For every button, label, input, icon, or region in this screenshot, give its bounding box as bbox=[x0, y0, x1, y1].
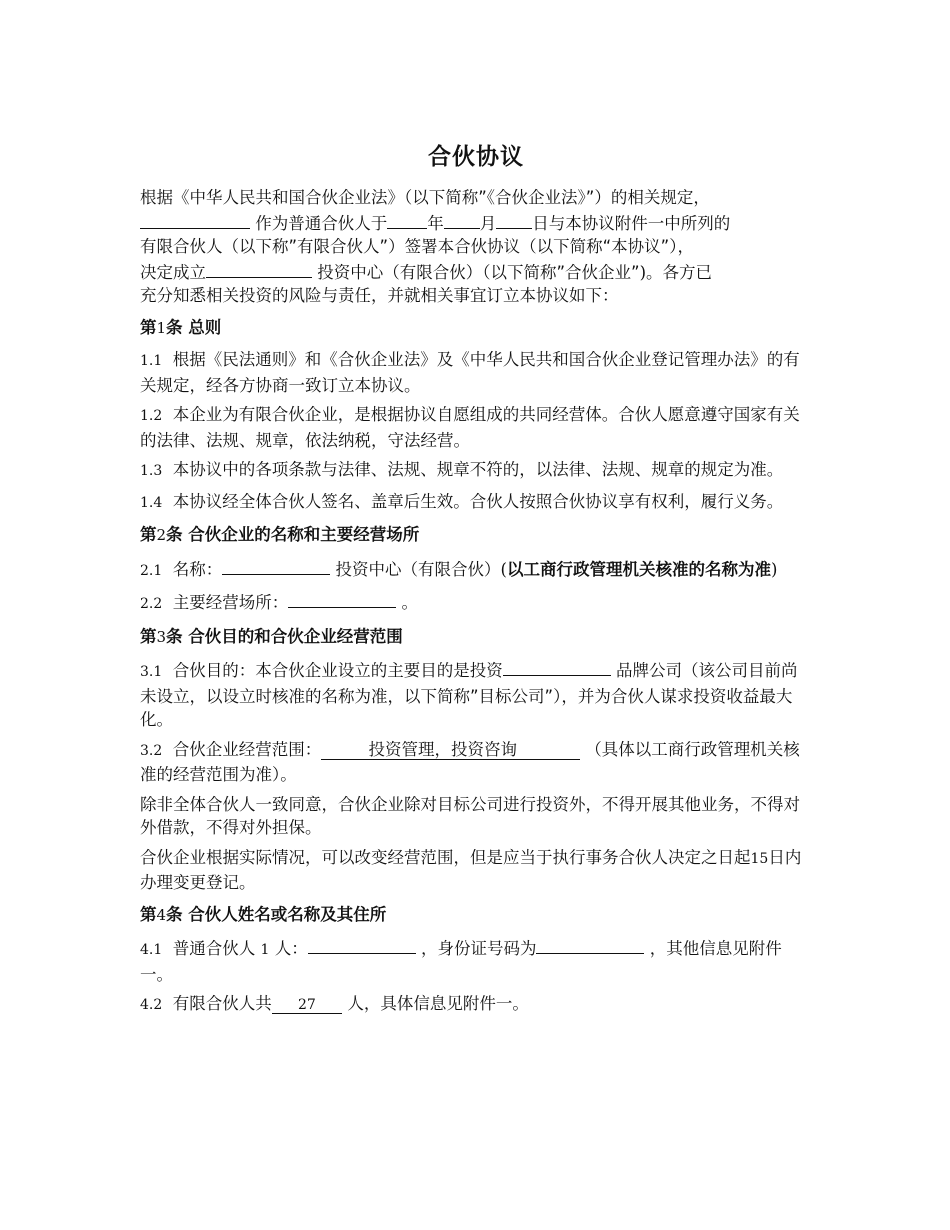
text-run: 条 合伙人姓名或名称及其住所 bbox=[166, 904, 387, 924]
text-run: 3 bbox=[156, 627, 167, 646]
text-run: 有限合伙人共 bbox=[172, 994, 272, 1013]
text-run: 1.2 bbox=[140, 408, 163, 424]
intro-paragraph bbox=[140, 186, 812, 308]
text-run: ，身份证号码为 bbox=[420, 939, 537, 958]
text-run: 本企业为有限合伙企业，是根据协议自愿组成的共同经营体。合伙人愿意遵守国家有关的法律、法规、规章，依法纳税，守法经营。 bbox=[140, 405, 800, 450]
text-run: 合伙企业经营范围： bbox=[172, 739, 322, 759]
text-run: 3.2 bbox=[140, 742, 163, 759]
clause-3-1 bbox=[140, 657, 812, 732]
text-run: 。 bbox=[401, 593, 419, 612]
text-run: 1.1 bbox=[140, 353, 163, 369]
text-run: ) bbox=[770, 559, 778, 579]
intro-text: 作为普通合伙人于 bbox=[255, 213, 388, 233]
text-run: 第 bbox=[140, 525, 157, 544]
text-run: 人： bbox=[274, 939, 308, 958]
text-run: 27 bbox=[298, 997, 316, 1013]
text-run: 本协议中的各项条款与法律、法规、规章不符的，以法律、法规、规章的规定为准。 bbox=[172, 460, 784, 479]
intro-text: 。各方已 bbox=[646, 262, 713, 282]
intro-text: 决定成立 bbox=[140, 262, 206, 282]
text-run: 第 bbox=[140, 904, 157, 924]
text-run: 日内办理变更登记。 bbox=[140, 847, 802, 892]
intro-text: 年 bbox=[427, 213, 444, 233]
blank-day[interactable] bbox=[496, 210, 532, 229]
blank-id-number[interactable] bbox=[536, 935, 644, 954]
section-heading-3 bbox=[140, 625, 812, 650]
section-heading-4 bbox=[140, 903, 812, 928]
text-run: （具体以工商行政管理机关核准的经营范围为准）。 bbox=[140, 739, 800, 784]
text-run: 本协议经全体合伙人签名、盖章后生效。合伙人按照合伙协议享有权利，履行义务。 bbox=[172, 491, 784, 511]
blank-gp-name-2[interactable] bbox=[308, 935, 416, 954]
text-run: ，其他信息见附件一。 bbox=[140, 939, 782, 984]
blank-center-name[interactable] bbox=[206, 259, 312, 278]
blank-brand-company[interactable] bbox=[503, 657, 611, 676]
limited-partner-count bbox=[272, 994, 342, 1014]
text-run: 投资中心（有限合伙） bbox=[335, 559, 501, 579]
blank-month[interactable] bbox=[444, 210, 480, 229]
business-scope-value bbox=[321, 740, 580, 760]
text-run: 人，具体信息见附件一。 bbox=[347, 994, 529, 1013]
text-run: 品牌公司（该公司目前尚未设立，以设立时核准的名称为准，以下简称”目标公司”），并为合伙人谋求投资收益最大化。 bbox=[140, 661, 798, 729]
clause-2-2 bbox=[140, 589, 812, 617]
intro-line-1: 根据《中华人民共和国合伙企业法》（以下简称”《合伙企业法》”）的相关规定， bbox=[140, 188, 710, 207]
text-run: 2.2 bbox=[140, 596, 163, 612]
text-run: 根据《民法通则》和《合伙企业法》及《中华人民共和国合伙企业登记管理办法》的有关规定，经各方协商一致订立本协议。 bbox=[140, 350, 800, 395]
text-run: 合伙企业根据实际情况，可以改变经营范围，但是应当于执行事务合伙人决定之日起 bbox=[140, 847, 751, 867]
clause-1-3 bbox=[140, 458, 812, 484]
intro-text: ) bbox=[639, 262, 647, 282]
text-run: 2.1 bbox=[140, 562, 163, 579]
text-run: 2 bbox=[156, 526, 167, 544]
clause-4-2 bbox=[140, 992, 812, 1018]
blank-year[interactable] bbox=[387, 210, 427, 229]
text-run: 3.1 bbox=[140, 664, 163, 680]
text-run: 1.4 bbox=[140, 494, 163, 511]
text-run: 主要经营场所： bbox=[172, 593, 289, 612]
text-run: 条 总则 bbox=[166, 317, 222, 337]
document-body bbox=[140, 186, 812, 1024]
section-heading-2 bbox=[140, 523, 812, 548]
text-run: 4.2 bbox=[140, 997, 163, 1013]
text-run: 1.3 bbox=[140, 463, 163, 479]
text-run: 第 bbox=[140, 317, 157, 337]
text-run: 条 合伙目的和合伙企业经营范围 bbox=[166, 626, 403, 646]
clause-1-4 bbox=[140, 490, 812, 516]
intro-text: 月 bbox=[479, 213, 497, 233]
text-run: 投资管理，投资咨询 bbox=[368, 739, 517, 759]
text-run: 4.1 bbox=[140, 942, 163, 958]
text-run: 1 bbox=[260, 942, 270, 958]
text-run: 15 bbox=[750, 850, 769, 867]
clause-4-1 bbox=[140, 935, 812, 986]
clause-2-1 bbox=[140, 556, 812, 584]
clause-1-1 bbox=[140, 348, 812, 397]
text-run: 1 bbox=[156, 318, 167, 337]
intro-text: 日与本协议附件一中所列的 bbox=[532, 213, 731, 233]
blank-business-address[interactable] bbox=[288, 589, 396, 608]
clause-1-2 bbox=[140, 403, 812, 452]
text-run: 条 合伙企业的名称和主要经营场所 bbox=[166, 525, 420, 544]
text-run: ( bbox=[500, 559, 507, 579]
intro-line-3: 有限合伙人（以下称”有限合伙人”）签署本合伙协议（以下简称“本协议”）， bbox=[140, 237, 694, 256]
section-heading-1 bbox=[140, 316, 812, 341]
text-run: 名称： bbox=[172, 559, 223, 579]
section-3-paragraph-1: 除非全体合伙人一致同意，合伙企业除对目标公司进行投资外，不得开展其他业务，不得对外借款，不得对外担保。 bbox=[140, 794, 800, 837]
text-run: 4 bbox=[156, 905, 167, 924]
text-run: 第 bbox=[140, 626, 157, 646]
document-title: 合伙协议 bbox=[428, 144, 524, 170]
section-3-paragraph-2 bbox=[140, 846, 812, 895]
blank-enterprise-name[interactable] bbox=[222, 556, 330, 575]
text-run: 以工商行政管理机关核准的名称为准 bbox=[506, 559, 771, 579]
text-run: 合伙目的：本合伙企业设立的主要目的是投资 bbox=[172, 661, 503, 680]
text-run: 普通合伙人 bbox=[172, 939, 256, 958]
intro-text: 投资中心（有限合伙）（以下简称”合伙企业” bbox=[317, 262, 640, 282]
clause-3-2 bbox=[140, 738, 812, 787]
blank-gp-name[interactable] bbox=[140, 210, 250, 229]
intro-line-5: 充分知悉相关投资的风险与责任，并就相关事宜订立本协议如下： bbox=[140, 286, 619, 305]
